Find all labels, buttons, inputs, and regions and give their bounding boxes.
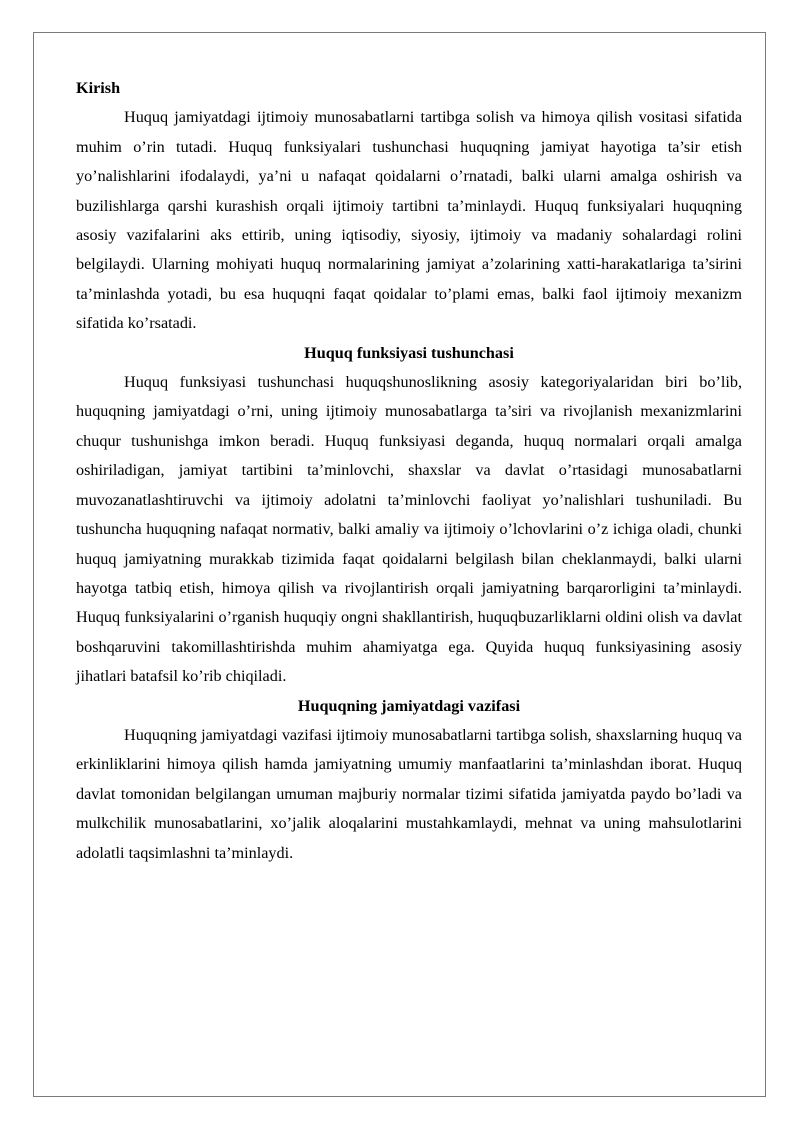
intro-paragraph: Huquq jamiyatdagi ijtimoiy munosabatlarni tartibga solish va himoya qilish vositasi sifatida muhim o’rin tutadi. Huquq funksiyalari tushunchasi huquqning jamiyat hayotiga ta’sir etish yo’nalishlarini ifodalaydi, ya’ni u nafaqat qoidalarni o’rnatadi, balki ularni amalga oshirish va buzilishlarga qarshi kurashish orqali ijtimoiy tartibni ta’minlaydi. Huquq funksiyalari huquqning asosiy vazifalarini aks ettirib, uning iqtisodiy, siyosiy, ijtimoiy va madaniy sohalardagi rolini belgilaydi. Ularning mohiyati huquq normalarining jamiyat a’zolarining xatti-harakatlariga ta’sirini ta’minlashda yotadi, bu esa huquqni faqat qoidalar to’plami emas, balki faol ijtimoiy mexanizm sifatida ko’rsatadi.: [76, 108, 742, 333]
concept-paragraph: Huquq funksiyasi tushunchasi huquqshunoslikning asosiy kategoriyalaridan biri bo’lib, huquqning jamiyatdagi o’rni, uning ijtimoiy munosabatlarga ta’siri va rivojlanish mexanizmlarini chuqur tushunishga imkon beradi. Huquq funksiyasi deganda, huquq normalari orqali amalga oshiriladigan, jamiyat tartibini ta’minlovchi, shaxslar va davlat o’rtasidagi munosabatlarni muvozanatlashtiruvchi va ijtimoiy adolatni ta’minlovchi faoliyat yo’nalishlari tushuniladi. Bu tushuncha huquqning nafaqat normativ, balki amaliy va ijtimoiy o’lchovlarini o’z ichiga oladi, chunki huquq jamiyatning murakkab tizimida faqat qoidalarni belgilash bilan cheklanmaydi, balki ularni hayotga tatbiq etish, himoya qilish va rivojlantirish orqali jamiyatning barqarorligini ta’minlaydi. Huquq funksiyalarini o’rganish huquqiy ongni shakllantirish, huquqbuzarliklarni oldini olish va davlat boshqaruvini takomillashtirishda muhim ahamiyatga ega. Quyida huquq funksiyasining asosiy jihatlari batafsil ko’rib chiqiladi.: [76, 373, 742, 686]
section-heading-role: Huquqning jamiyatdagi vazifasi: [297, 696, 521, 715]
document-body: [76, 74, 742, 868]
section-heading-concept: Huquq funksiyasi tushunchasi: [304, 343, 514, 362]
intro-title: Kirish: [76, 79, 121, 97]
role-paragraph: Huquqning jamiyatdagi vazifasi ijtimoiy munosabatlarni tartibga solish, shaxslarning huquq va erkinliklarini himoya qilish hamda jamiyatning umumiy manfaatlarini ta’minlashdan iborat. Huquq davlat tomonidan belgilangan umuman majburiy normalar tizimi sifatida jamiyatda paydo bo’ladi va mulkchilik munosabatlarini, xo’jalik aloqalarini mustahkamlaydi, mehnat va uning mahsulotlarini adolatli taqsimlashni ta’minlaydi.: [76, 725, 742, 862]
